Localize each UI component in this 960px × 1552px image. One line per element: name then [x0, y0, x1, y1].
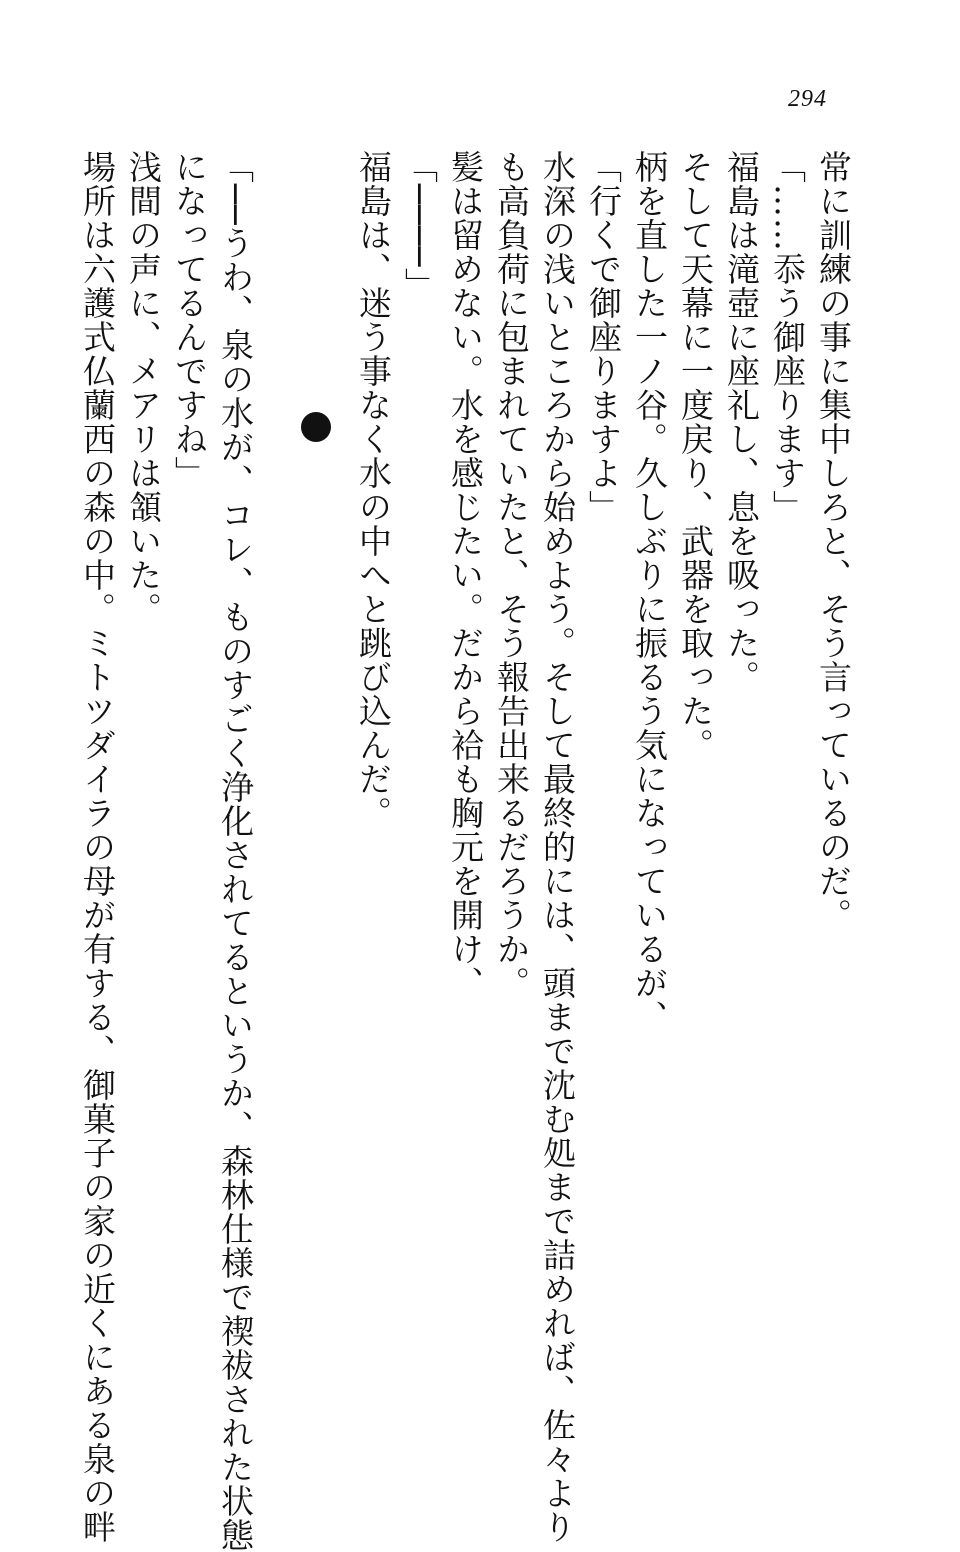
text-line: 常に訓練の事に集中しろと、そう言っているのだ。 — [814, 150, 853, 932]
page-number: 294 — [788, 86, 827, 112]
scene-break-dot — [301, 412, 331, 442]
text-line: 「……忝う御座ります」 — [768, 150, 807, 524]
text-line: 柄を直した一ノ谷。久しぶりに振るう気になっているが、 — [630, 150, 669, 1034]
text-line: 「────」 — [400, 150, 439, 302]
text-line: 「──うわ、泉の水が、コレ、ものすごく浄化されてるというか、森林仕様で禊祓された状態 — [216, 150, 255, 1552]
text-line: も高負荷に包まれていたと、そう報告出来るだろうか。 — [492, 150, 531, 1000]
text-line: 福島は、迷う事なく水の中へと跳び込んだ。 — [354, 150, 393, 830]
blank-line — [304, 150, 350, 1280]
text-line: そして天幕に一度戻り、武器を取った。 — [676, 150, 715, 762]
text-line: 福島は滝壺に座礼し、息を吸った。 — [722, 150, 761, 694]
text-line: 「行くで御座りますよ」 — [584, 150, 623, 524]
text-line: 水深の浅いところから始めよう。そして最終的には、頭まで沈む処まで詰めれば、佐々より — [538, 150, 577, 1544]
text-line: 髪は留めない。水を感じたい。だから袷も胸元を開け、 — [446, 150, 485, 1000]
text-line: になってるんですね」 — [170, 150, 209, 490]
text-line: 浅間の声に、メアリは頷いた。 — [124, 150, 163, 626]
blank-line — [258, 150, 304, 1280]
text-line: 場所は六護式仏蘭西の森の中。ミトツダイラの母が有する、御菓子の家の近くにある泉の畔 — [78, 150, 117, 1544]
body-text — [74, 150, 856, 1552]
